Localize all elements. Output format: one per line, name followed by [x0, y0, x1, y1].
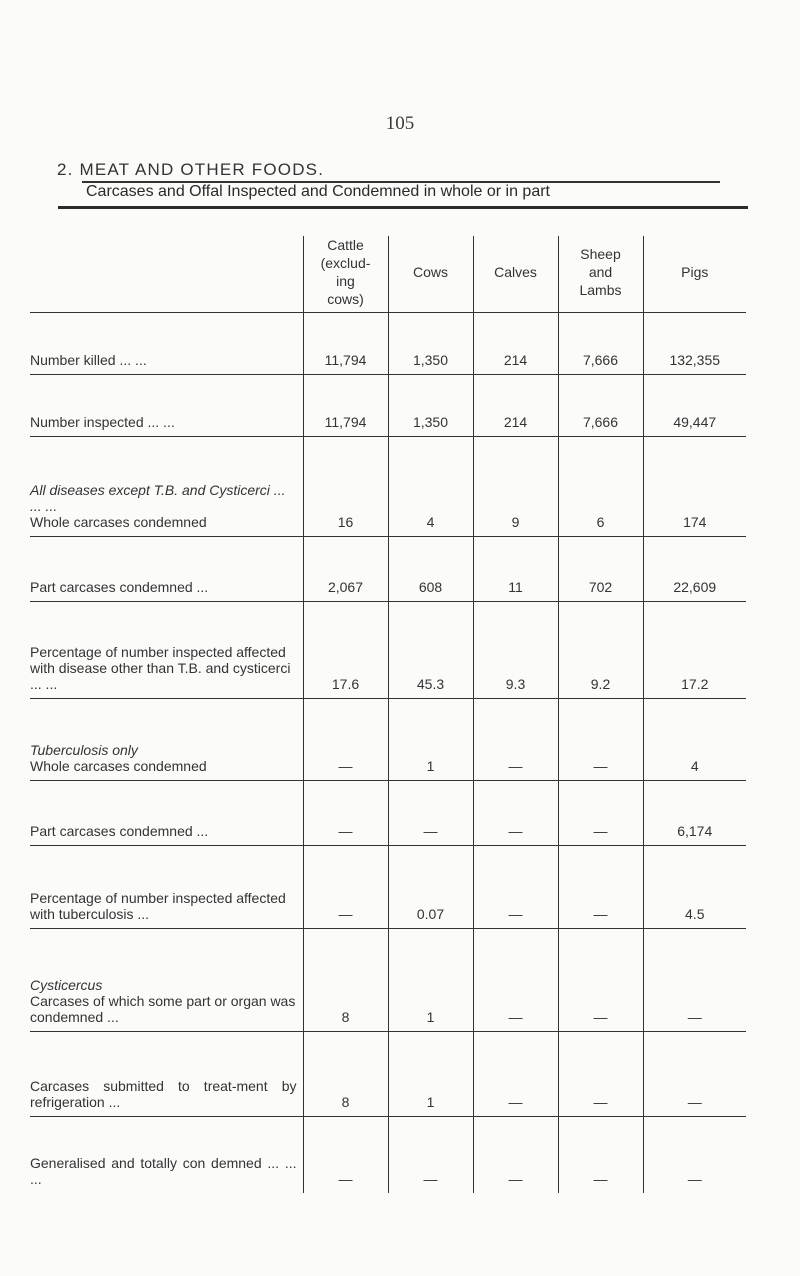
cell-sheep: —: [558, 846, 643, 929]
cell-cows: 1: [388, 1032, 473, 1117]
cell-cattle: —: [303, 699, 388, 781]
cell-cattle: 11,794: [303, 313, 388, 375]
header-pigs: Pigs: [643, 236, 746, 313]
cell-pigs: —: [643, 1117, 746, 1194]
cell-cattle: 11,794: [303, 375, 388, 437]
cell-sheep: 9.2: [558, 602, 643, 699]
row-heading: All diseases except T.B. and Cysticerci ... ... ...: [30, 482, 286, 514]
table-row: [30, 537, 746, 602]
cell-calves: —: [473, 929, 558, 1032]
header-cows: Cows: [388, 236, 473, 313]
cell-pigs: 49,447: [643, 375, 746, 437]
table-row: [30, 1032, 746, 1117]
table-row: [30, 602, 746, 699]
cell-cows: 1: [388, 699, 473, 781]
cell-sheep: —: [558, 781, 643, 846]
header-blank-cell: [30, 236, 303, 313]
cell-cows: 45.3: [388, 602, 473, 699]
cell-calves: 11: [473, 537, 558, 602]
cell-calves: 214: [473, 375, 558, 437]
cell-calves: —: [473, 699, 558, 781]
cell-sheep: 6: [558, 437, 643, 537]
meat-inspection-table: [30, 236, 746, 1193]
row-heading: Tuberculosis only: [30, 742, 138, 758]
cell-cattle: 8: [303, 929, 388, 1032]
cell-pigs: 4: [643, 699, 746, 781]
cell-calves: 214: [473, 313, 558, 375]
cell-sheep: 702: [558, 537, 643, 602]
cell-cattle: —: [303, 781, 388, 846]
table-row: [30, 781, 746, 846]
cell-cows: 1: [388, 929, 473, 1032]
row-label: Percentage of number inspected affected with disease other than T.B. and cysticerci ... ...: [30, 602, 303, 699]
cell-cattle: 8: [303, 1032, 388, 1117]
cell-cattle: 2,067: [303, 537, 388, 602]
table-row: [30, 699, 746, 781]
row-label: Percentage of number inspected affected with tuberculosis ...: [30, 846, 303, 929]
cell-cows: 608: [388, 537, 473, 602]
cell-cows: 1,350: [388, 375, 473, 437]
header-cattle: Cattle (exclud- ing cows): [303, 236, 388, 313]
page-number: 105: [385, 113, 415, 134]
cell-cows: 0.07: [388, 846, 473, 929]
cell-pigs: 6,174: [643, 781, 746, 846]
cell-calves: —: [473, 1032, 558, 1117]
row-heading: Cysticercus: [30, 977, 103, 993]
row-label: Carcases submitted to treat-ment by refrigeration ...: [30, 1032, 303, 1117]
cell-cattle: 16: [303, 437, 388, 537]
table-row: [30, 313, 746, 375]
cell-sheep: 7,666: [558, 313, 643, 375]
cell-cattle: —: [303, 846, 388, 929]
cell-sheep: —: [558, 929, 643, 1032]
cell-cows: 1,350: [388, 313, 473, 375]
table-title: Carcases and Offal Inspected and Condemned in whole or in part: [86, 183, 550, 200]
cell-pigs: 132,355: [643, 313, 746, 375]
cell-cattle: 17.6: [303, 602, 388, 699]
row-label: All diseases except T.B. and Cysticerci ... ... ... Whole carcases condemned: [30, 437, 303, 537]
cell-pigs: 4.5: [643, 846, 746, 929]
cell-pigs: 17.2: [643, 602, 746, 699]
cell-sheep: —: [558, 1032, 643, 1117]
cell-sheep: —: [558, 1117, 643, 1194]
cell-pigs: 22,609: [643, 537, 746, 602]
cell-calves: —: [473, 846, 558, 929]
cell-sheep: —: [558, 699, 643, 781]
row-label: Part carcases condemned ...: [30, 537, 303, 602]
cell-pigs: 174: [643, 437, 746, 537]
table-row: [30, 375, 746, 437]
cell-cattle: —: [303, 1117, 388, 1194]
cell-calves: 9: [473, 437, 558, 537]
table-row: [30, 929, 746, 1032]
table-row: [30, 1117, 746, 1194]
section-heading: 2. MEAT AND OTHER FOODS.: [57, 160, 325, 179]
cell-pigs: —: [643, 1032, 746, 1117]
cell-cows: —: [388, 1117, 473, 1194]
row-label: Cysticercus Carcases of which some part or organ was condemned ...: [30, 929, 303, 1032]
cell-cows: —: [388, 781, 473, 846]
cell-calves: —: [473, 781, 558, 846]
cell-cows: 4: [388, 437, 473, 537]
header-sheep-lambs: Sheep and Lambs: [558, 236, 643, 313]
cell-sheep: 7,666: [558, 375, 643, 437]
table-row: [30, 437, 746, 537]
cell-calves: 9.3: [473, 602, 558, 699]
cell-pigs: —: [643, 929, 746, 1032]
row-label: Generalised and totally con demned ... ... ...: [30, 1155, 297, 1187]
cell-calves: —: [473, 1117, 558, 1194]
row-label: Tuberculosis only Whole carcases condemned: [30, 699, 303, 781]
header-calves: Calves: [473, 236, 558, 313]
row-label: Number inspected ... ...: [30, 375, 303, 437]
row-label: Part carcases condemned ...: [30, 781, 303, 846]
table-row: [30, 846, 746, 929]
title-rule-bottom: [58, 206, 748, 209]
table-header-row: [30, 236, 746, 313]
row-label: Number killed ... ...: [30, 313, 303, 375]
